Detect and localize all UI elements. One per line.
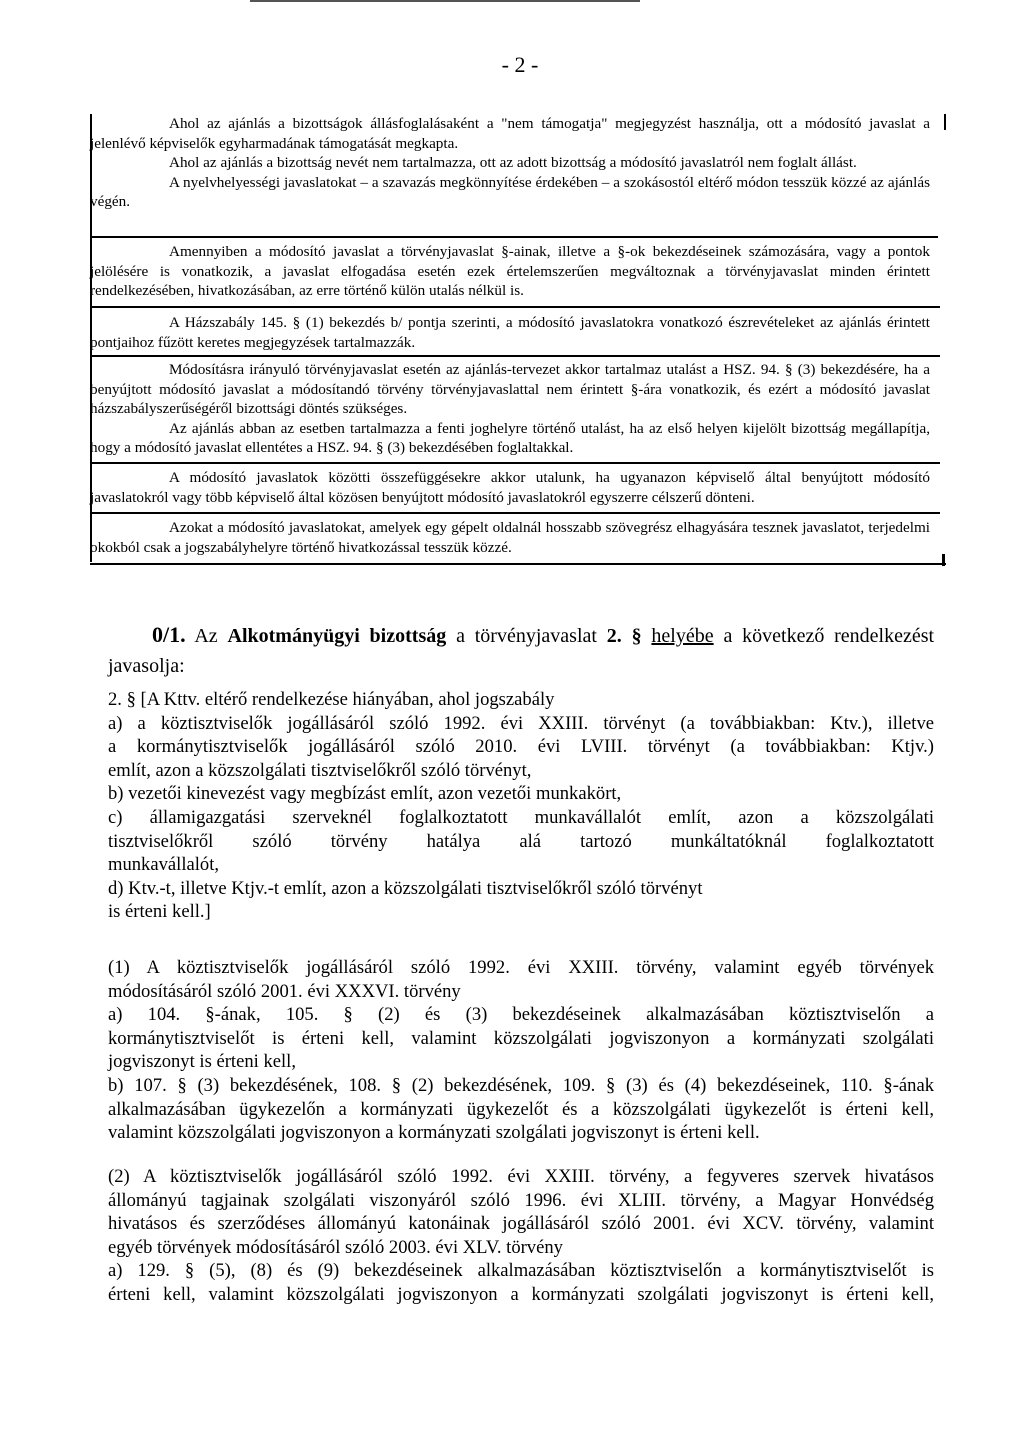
page-number: - 2 - xyxy=(501,52,539,77)
note-1: Ahol az ajánlás a bizottságok állásfoglalásaként a "nem támogatja" megjegyzést használja, ott a módosító javaslat a jelenlévő képviselők egyharmadának támogatását megkapta. Ahol az ajánlás a bizottság nevét nem tartalmazza, ott az adott bizottság a módosító javaslatról nem foglalt állást. A nyelvhelyességi javaslatokat – a szavazás megkönnyítése érdekében – a szokásostól eltérő módon tesszük közzé az ajánlás végén. xyxy=(90,115,930,210)
new-paragraph-2: (2) A köztisztviselők jogállásáról szóló 1992. évi XXIII. törvény, a fegyveres szervek hivatásos állományú tagjainak szolgálati viszonyáról szóló 1996. évi XLIII. törvény, a Magyar Honvédség hivatásos és szerződéses állományú katonáinak jogállásáról szóló 2001. évi XCV. törvény, valamint egyéb törvények módosításáról szóló 2003. évi XLV. törvény a) 129. § (5), (8) és (9) bekezdéseinek alkalmazásában köztisztviselőn a kormánytisztviselőt is érteni kell, valamint közszolgálati jogviszonyon a kormányzati szolgálati jogviszonyt is érteni kell, xyxy=(108,1166,934,1305)
notes-section xyxy=(90,108,946,566)
proposal-intro: 0/1. Az Alkotmányügyi bizottság a törvényjavaslat 2. § helyébe a következő rendelkezést javasolja: xyxy=(108,622,935,677)
note-5: A módosító javaslatok közötti összefüggésekre akkor utalunk, ha ugyanazon képviselő által benyújtott módosító javaslatokról vagy több képviselő által közösen benyújtott módosító javaslatokról egyszerre célszerű dönteni. xyxy=(90,469,930,506)
note-4: Módosításra irányuló törvényjavaslat esetén az ajánlás-tervezet akkor tartalmaz utalást a HSZ. 94. § (3) bekezdésére, ha a benyújtott módosító javaslat a módosítandó törvény törvényjavaslattal nem érintett §-ára vonatkozik, és ezért a módosító javaslat házszabályszerűségéről bizottsági döntés szükséges. Az ajánlás abban az esetben tartalmazza a fenti joghelyre történő utalást, ha az első helyen kijelölt bizottság megállapítja, hogy a módosító javaslat ellentétes a HSZ. 94. § (3) bekezdésében foglaltakkal. xyxy=(90,361,930,456)
top-rule xyxy=(250,0,640,2)
note-2: Amennyiben a módosító javaslat a törvényjavaslat §-ainak, illetve a §-ok bekezdéseinek számozására, vagy a pontok jelölésére is vonatkozik, a javaslat elfogadása esetén ezek értelemszerűen megváltoznak a törvényjavaslat minden érintett rendelkezésében, hivatkozásában, az erre történő külön utalás nélkül is. xyxy=(90,243,930,299)
note-3: A Házszabály 145. § (1) bekezdés b/ pontja szerinti, a módosító javaslatokra vonatkozó észrevételeket az ajánlás érintett pontjaihoz fűzött keretes megjegyzések tartalmazzák. xyxy=(90,314,930,351)
section-ref: 2. § xyxy=(606,625,642,647)
new-paragraph-1: (1) A köztisztviselők jogállásáról szóló 1992. évi XXIII. törvény, valamint egyéb törvények módosításáról szóló 2001. évi XXXVI. törvény a) 104. §-ának, 105. § (2) és (3) bekezdéseinek alkalmazásában köztisztviselőn a kormánytisztviselőt is érteni kell, valamint közszolgálati jogviszonyon a kormányzati szolgálati jogviszonyt is érteni kell, b) 107. § (3) bekezdésének, 108. § (2) bekezdésének, 109. § (3) és (4) bekezdéseinek, 110. §-ának alkalmazásában ügykezelőn a kormányzati ügykezelőt és a közszolgálati ügykezelőt is érteni kell, valamint közszolgálati jogviszonyon a kormányzati szolgálati jogviszonyt is érteni kell. xyxy=(108,957,934,1144)
proposal-number: 0/1. xyxy=(152,622,186,647)
note-6: Azokat a módosító javaslatokat, amelyek egy gépelt oldalnál hosszabb szövegrész elhagyására tesznek javaslatot, terjedelmi okokból csak a jogszabályhelyre történő hivatkozással tesszük közzé. xyxy=(90,519,930,556)
committee-name: Alkotmányügyi bizottság xyxy=(227,625,447,647)
old-text: 2. § [A Kttv. eltérő rendelkezése hiányában, ahol jogszabály a) a köztisztviselők jogállásáról szóló 1992. évi XXIII. törvényt (a továbbiakban: Ktv.), illetve a kormánytisztviselők jogállásáról szóló 2010. évi LVIII. törvényt (a továbbiakban: Ktjv.) említ, azon a közszolgálati tisztviselőkről szóló törvényt, b) vezetői kinevezést vagy megbízást említ, azon vezetői munkakört, c) államigazgatási szerveknél foglalkoztatott munkavállalót említ, azon a közszolgálati tisztviselőkről szóló törvény hatálya alá tartozó munkáltatóknál foglalkoztatott munkavállalót, d) Ktv.-t, illetve Ktjv.-t említ, azon a közszolgálati tisztviselőkről szóló törvényt is érteni kell.] xyxy=(108,689,934,923)
place-word: helyébe xyxy=(651,625,714,647)
